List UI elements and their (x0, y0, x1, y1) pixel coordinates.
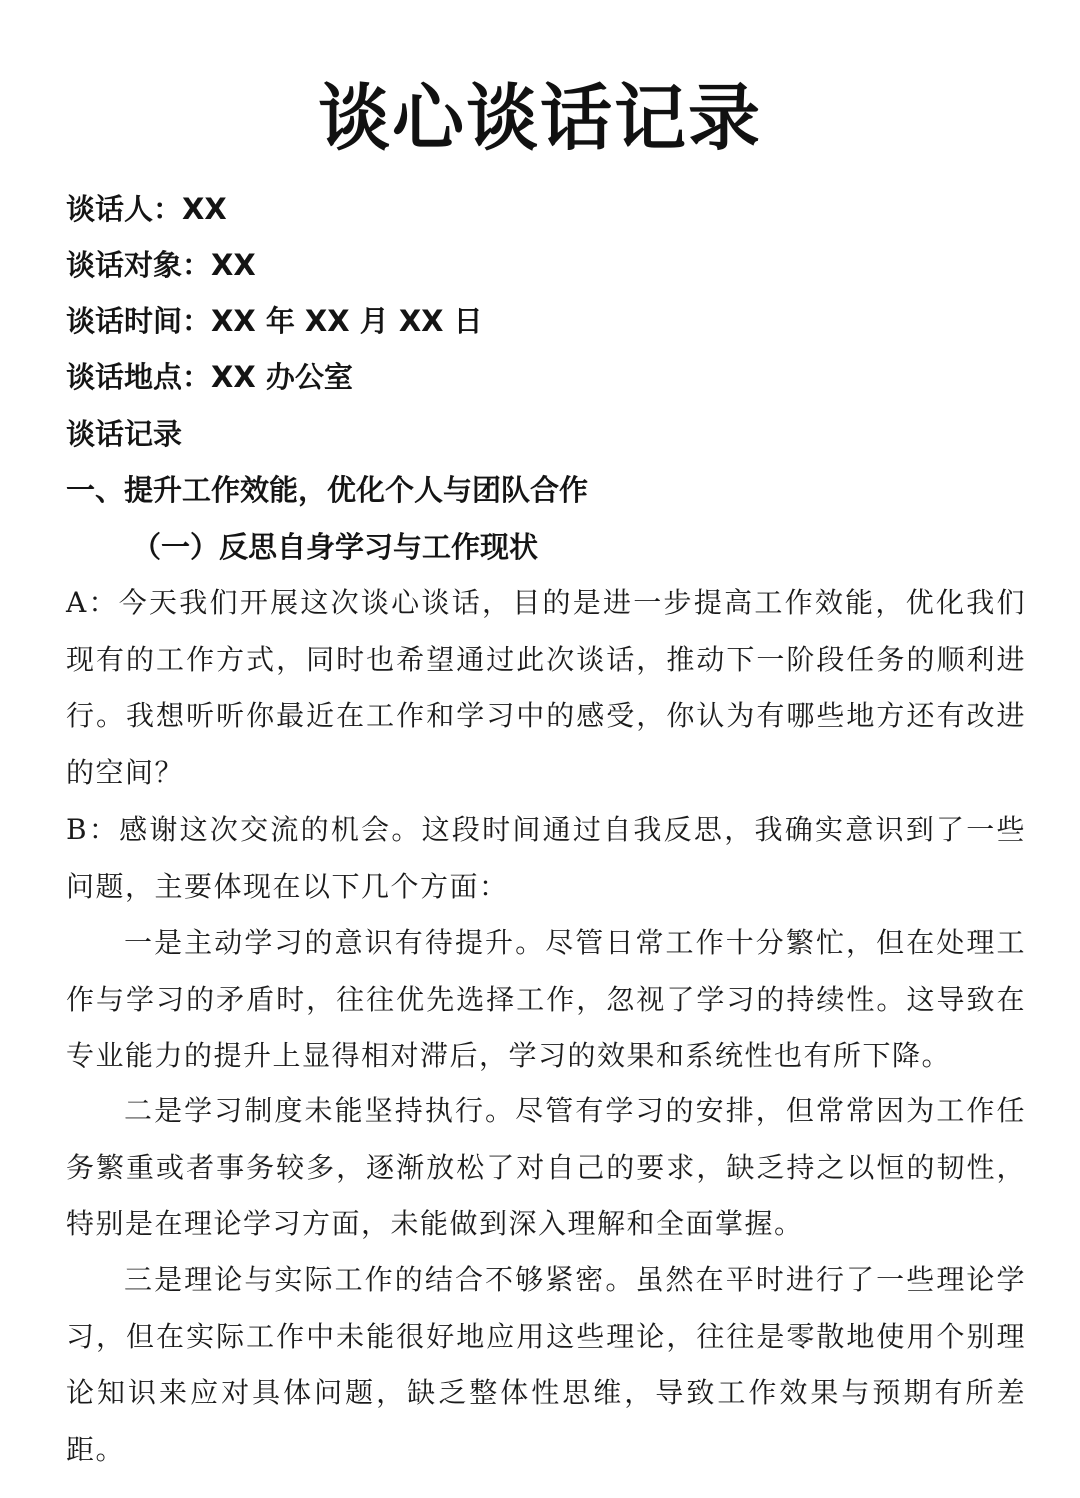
meta-target: 谈话对象：XX (66, 248, 256, 282)
paragraph-point-3: 三是理论与实际工作的结合不够紧密。虽然在平时进行了一些理论学习，但在实际工作中未能很好地应用这些理论，往往是零散地使用个别理论知识来应对具体问题，缺乏整体性思维，导致工作效果与预期有所差距。 (66, 1263, 1026, 1466)
meta-speaker: 谈话人：XX (66, 192, 227, 226)
paragraph-a: A：今天我们开展这次谈心谈话，目的是进一步提高工作效能，优化我们现有的工作方式，同时也希望通过此次谈话，推动下一阶段任务的顺利进行。我想听听你最近在工作和学习中的感受，你认为有哪些地方还有改进的空间？ (66, 586, 1026, 789)
meta-time: 谈话时间：XX 年 XX 月 XX 日 (66, 304, 483, 338)
document-title: 谈心谈话记录 (317, 75, 762, 160)
section-heading: 一、提升工作效能，优化个人与团队合作 (66, 473, 589, 507)
paragraph-point-2: 二是学习制度未能坚持执行。尽管有学习的安排，但常常因为工作任务繁重或者事务较多，逐渐放松了对自己的要求，缺乏持之以恒的韧性，特别是在理论学习方面，未能做到深入理解和全面掌握。 (66, 1094, 1026, 1240)
meta-record-label: 谈话记录 (66, 417, 183, 451)
subsection-heading: （一）反思自身学习与工作现状 (132, 530, 539, 564)
meta-location: 谈话地点：XX 办公室 (66, 360, 353, 394)
paragraph-b: B：感谢这次交流的机会。这段时间通过自我反思，我确实意识到了一些问题，主要体现在以下几个方面： (66, 813, 1026, 903)
paragraph-point-1: 一是主动学习的意识有待提升。尽管日常工作十分繁忙，但在处理工作与学习的矛盾时，往往优先选择工作，忽视了学习的持续性。这导致在专业能力的提升上显得相对滞后，学习的效果和系统性也有所下降。 (66, 926, 1026, 1072)
